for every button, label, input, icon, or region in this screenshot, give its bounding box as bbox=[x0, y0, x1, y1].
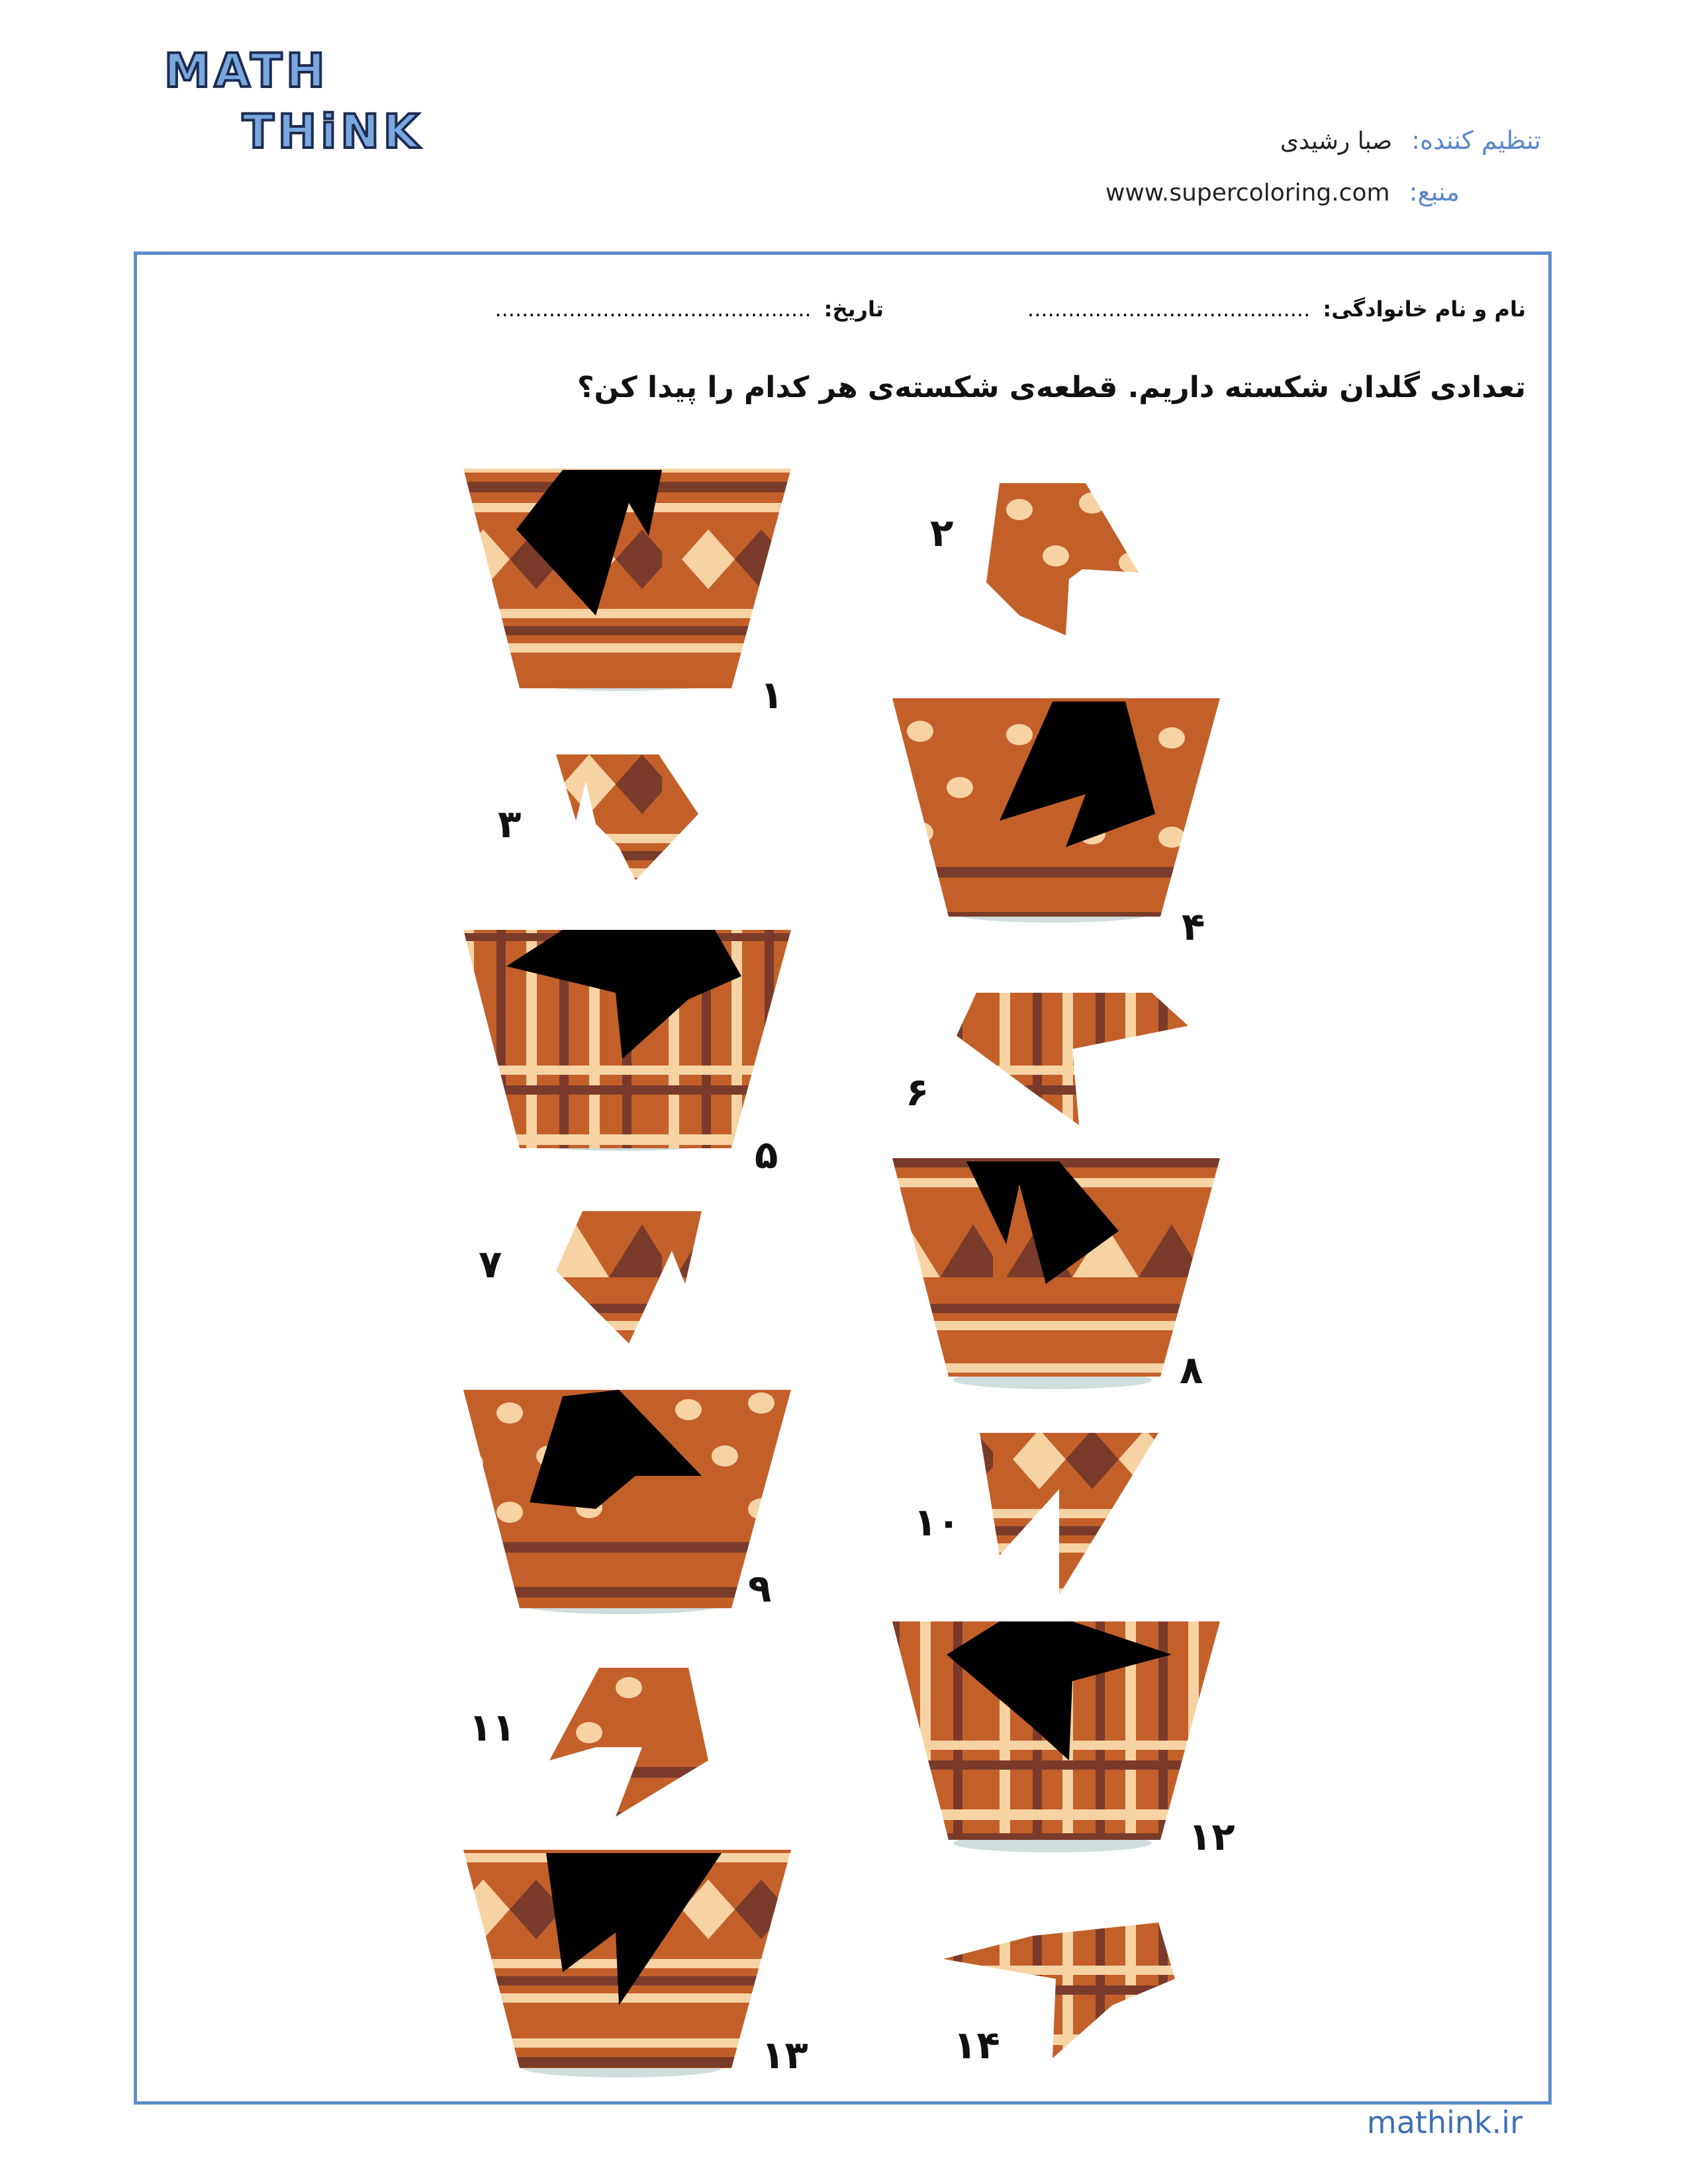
question-text: تعدادی گلدان شکسته داریم. قطعه‌ی شکسته‌ی هر کدام را پیدا کن؟ bbox=[577, 371, 1526, 404]
number-5: ۵ bbox=[755, 1132, 778, 1177]
name-dots: .......................................... bbox=[1027, 296, 1311, 322]
pot-13 bbox=[463, 1850, 791, 2077]
piece-6 bbox=[957, 993, 1188, 1125]
number-4: ۴ bbox=[1182, 904, 1205, 949]
number-14: ۱۴ bbox=[953, 2023, 1000, 2068]
date-dots: ............................................... bbox=[494, 296, 812, 322]
number-1: ۱ bbox=[760, 672, 784, 717]
piece-3 bbox=[556, 754, 698, 880]
number-13: ۱۳ bbox=[761, 2032, 808, 2077]
organizer-label: تنظیم کننده: bbox=[1411, 126, 1541, 155]
pot-4 bbox=[892, 698, 1220, 923]
piece-10 bbox=[980, 1433, 1158, 1595]
number-10: ۱۰ bbox=[914, 1500, 961, 1545]
name-label: نام و نام خانوادگی: bbox=[1323, 296, 1526, 322]
pot-8 bbox=[892, 1158, 1220, 1389]
source-value: www.supercoloring.com bbox=[1105, 179, 1390, 206]
number-8: ۸ bbox=[1180, 1347, 1203, 1392]
organizer-value: صبا رشیدی bbox=[1280, 128, 1393, 155]
number-9: ۹ bbox=[748, 1566, 772, 1611]
pot-12 bbox=[892, 1621, 1220, 1852]
piece-11 bbox=[549, 1668, 708, 1817]
date-label: تاریخ: bbox=[823, 296, 884, 322]
footer-website: mathink.ir bbox=[1366, 2105, 1523, 2140]
number-12: ۱۲ bbox=[1188, 1814, 1235, 1859]
logo-line-2: THiNK bbox=[242, 105, 424, 159]
number-7: ۷ bbox=[479, 1242, 502, 1287]
logo-line-1: MATH bbox=[164, 44, 329, 98]
pot-5 bbox=[463, 930, 791, 1151]
number-2: ۲ bbox=[930, 510, 954, 555]
number-6: ۶ bbox=[906, 1069, 929, 1115]
piece-7 bbox=[556, 1211, 702, 1343]
pot-9 bbox=[463, 1390, 791, 1614]
number-11: ۱۱ bbox=[469, 1705, 516, 1750]
number-3: ۳ bbox=[498, 801, 522, 846]
source-label: منبع: bbox=[1409, 177, 1460, 206]
piece-2 bbox=[986, 483, 1139, 635]
pot-1 bbox=[463, 469, 791, 691]
